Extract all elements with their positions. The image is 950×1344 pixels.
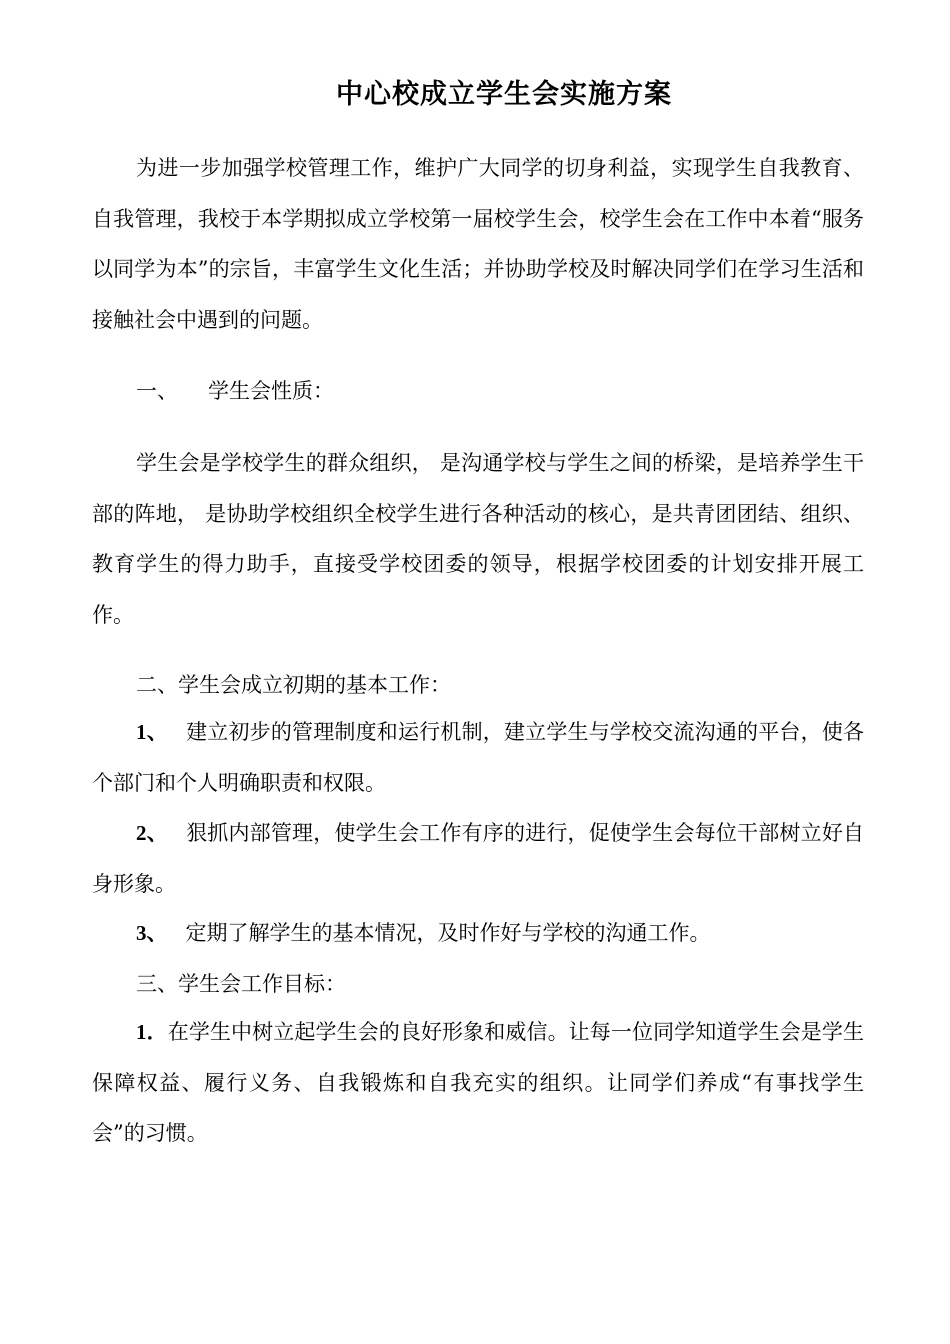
document-title: 中心校成立学生会实施方案 <box>336 79 672 110</box>
item-text: 建立初步的管理制度和运行机制，建立学生与学校交流沟通的平台，使各个部门和个人明确职责和权限。 <box>92 720 865 795</box>
item-number: 3、 <box>136 921 168 945</box>
section-2-item-2 <box>92 808 864 909</box>
section-2-heading: 二、学生会成立初期的基本工作： <box>136 673 451 697</box>
section-1-number: 一、 <box>136 379 178 403</box>
intro-paragraph: 为进一步加强学校管理工作，维护广大同学的切身利益，实现学生自我教育、自我管理，我校于本学期拟成立学校第一届校学生会，校学生会在工作中本着“服务以同学为本”的宗旨，丰富学生文化生活；并协助学校及时解决同学们在学习生活和接触社会中遇到的问题。 <box>92 156 864 332</box>
item-number: 1、 <box>136 720 168 744</box>
item-number: 1． <box>136 1020 168 1044</box>
section-1-body: 学生会是学校学生的群众组织， 是沟通学校与学生之间的桥梁，是培养学生干部的阵地， 是协助学校组织全校学生进行各种活动的核心，是共青团团结、组织、教育学生的得力助手，直接受学校团委的领导，根据学校团委的计划安排开展工作。 <box>92 451 864 627</box>
section-3-item-1 <box>92 1007 864 1159</box>
section-3-heading: 三、学生会工作目标： <box>136 972 346 996</box>
item-number: 2、 <box>136 821 168 845</box>
section-2-item-1 <box>92 707 864 808</box>
section-1-heading <box>136 376 334 406</box>
section-2-item-3 <box>92 908 864 959</box>
section-1-title: 学生会性质： <box>208 379 334 403</box>
item-text: 定期了解学生的基本情况，及时作好与学校的沟通工作。 <box>185 921 711 945</box>
item-text: 在学生中树立起学生会的良好形象和威信。让每一位同学知道学生会是学生保障权益、履行义务、自我锻炼和自我充实的组织。让同学们养成“有事找学生会”的习惯。 <box>92 1020 865 1145</box>
item-text: 狠抓内部管理，使学生会工作有序的进行，促使学生会每位干部树立好自身形象。 <box>92 821 865 896</box>
